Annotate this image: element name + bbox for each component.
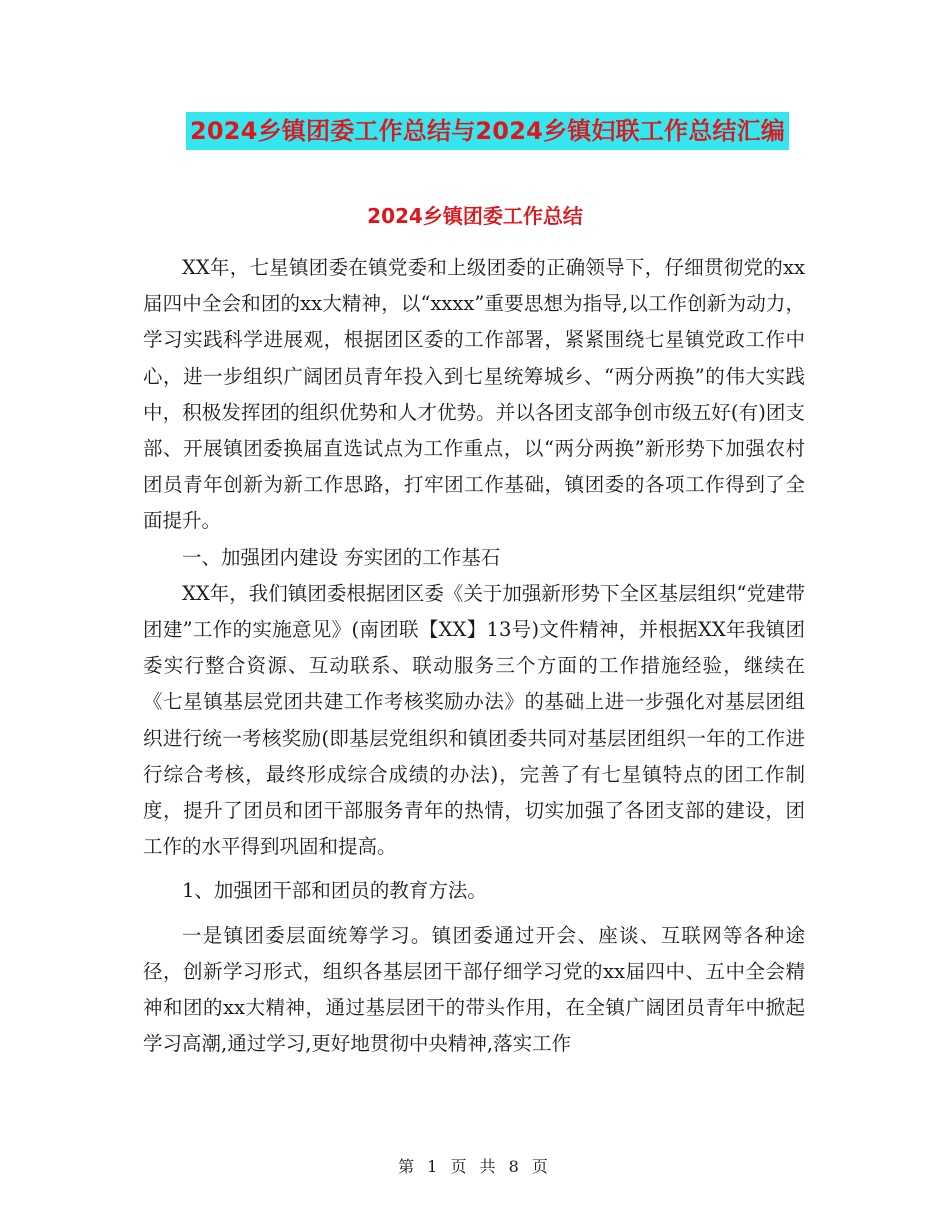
document-title: 2024乡镇团委工作总结与2024乡镇妇联工作总结汇编 (186, 112, 789, 150)
document-body (143, 250, 805, 1062)
page-footer: 第 1 页 共 8 页 (398, 1157, 552, 1176)
heading-part-one: 一、加强团内建设 夯实团的工作基石 (182, 545, 501, 569)
paragraph-intro: XX年，七星镇团委在镇党委和上级团委的正确领导下，仔细贯彻党的xx届四中全会和团的xx大精神，以“xxxx”重要思想为指导,以工作创新为动力，学习实践科学进展观，根据团区委的工作部署，紧紧围绕七星镇党政工作中心，进一步组织广阔团员青年投入到七星统筹城乡、“两分两换”的伟大实践中，积极发挥团的组织优势和人才优势。并以各团支部争创市级五好(有)团支部、开展镇团委换届直选试点为工作重点，以“两分两换”新形势下加强农村团员青年创新为新工作思路，打牢团工作基础，镇团委的各项工作得到了全面提升。 (143, 256, 805, 533)
paragraph-part-one: XX年，我们镇团委根据团区委《关于加强新形势下全区基层组织“党建带团建”工作的实施意见》(南团联【XX】13号)文件精神，并根据XX年我镇团委实行整合资源、互动联系、联动服务三个方面的工作措施经验，继续在《七星镇基层党团共建工作考核奖励办法》的基础上进一步强化对基层团组织进行统一考核奖励(即基层党组织和镇团委共同对基层团组织一年的工作进行综合考核，最终形成综合成绩的办法)，完善了有七星镇特点的团工作制度，提升了团员和团干部服务青年的热情，切实加强了各团支部的建设，团工作的水平得到巩固和提高。 (143, 581, 805, 859)
subheading-1: 1、加强团干部和团员的教育方法。 (182, 879, 487, 903)
section-title: 2024乡镇团委工作总结 (367, 204, 583, 228)
paragraph-study: 一是镇团委层面统筹学习。镇团委通过开会、座谈、互联网等各种途径，创新学习形式，组织各基层团干部仔细学习党的xx届四中、五中全会精神和团的xx大精神，通过基层团干的带头作用，在全镇广阔团员青年中掀起学习高潮,通过学习,更好地贯彻中央精神,落实工作 (143, 923, 805, 1056)
